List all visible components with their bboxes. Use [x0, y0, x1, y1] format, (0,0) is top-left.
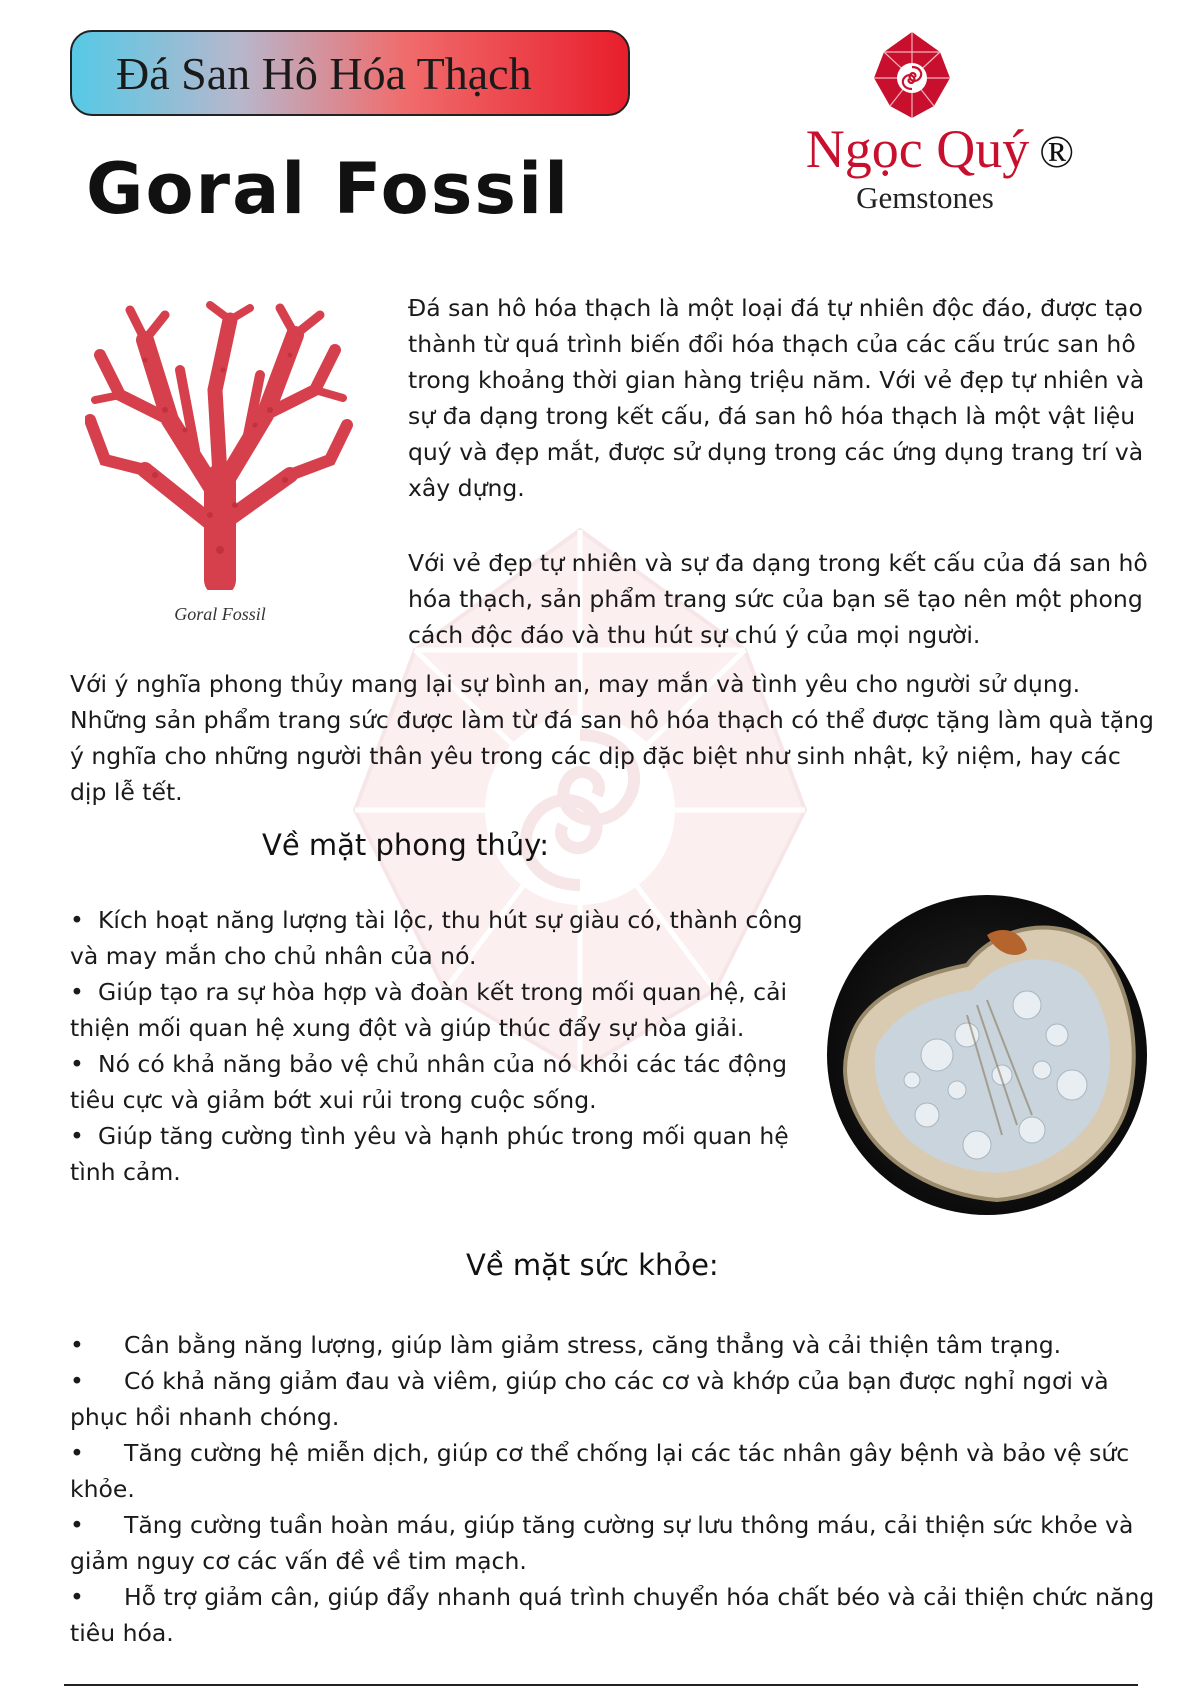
list-item — [70, 1046, 810, 1118]
feng-shui-heading: Về mặt phong thủy: — [262, 828, 549, 862]
title-banner — [70, 30, 630, 116]
list-item-text: Tăng cường tuần hoàn máu, giúp tăng cường sự lưu thông máu, cải thiện sức khỏe và giảm nguy cơ các vấn đề về tim mạch. — [70, 1511, 1134, 1575]
bottom-divider — [64, 1684, 1138, 1686]
bullet-marker: • — [70, 1367, 84, 1395]
list-item-text: Hỗ trợ giảm cân, giúp đẩy nhanh quá trình chuyển hóa chất béo và cải thiện chức năng tiêu hóa. — [70, 1583, 1155, 1647]
health-list — [70, 1327, 1160, 1651]
list-item — [70, 1363, 1160, 1435]
feng-shui-list — [70, 902, 810, 1190]
list-item-text: Giúp tạo ra sự hòa hợp và đoàn kết trong mối quan hệ, cải thiện mối quan hệ xung đột và giúp thúc đẩy sự hòa giải. — [70, 978, 788, 1042]
bullet-marker: • — [70, 978, 84, 1006]
list-item-text: Cân bằng năng lượng, giúp làm giảm stress, căng thẳng và cải thiện tâm trạng. — [124, 1331, 1062, 1359]
list-item-text: Có khả năng giảm đau và viêm, giúp cho các cơ và khớp của bạn được nghỉ ngơi và phục hồi nhanh chóng. — [70, 1367, 1109, 1431]
list-item-text: Nó có khả năng bảo vệ chủ nhân của nó khỏi các tác động tiêu cực và giảm bớt xui rủi trong cuộc sống. — [70, 1050, 788, 1114]
bullet-marker: • — [70, 1331, 84, 1359]
list-item — [70, 974, 810, 1046]
list-item — [70, 1435, 1160, 1507]
title-english: Goral Fossil — [86, 148, 571, 230]
title-vietnamese: Đá San Hô Hóa Thạch — [116, 47, 532, 99]
list-item — [70, 1327, 1160, 1363]
list-item — [70, 1118, 810, 1190]
bullet-marker: • — [70, 1122, 84, 1150]
intro-paragraph-3: Với ý nghĩa phong thủy mang lại sự bình an, may mắn và tình yêu cho người sử dụng. Những sản phẩm trang sức được làm từ đá san hô hóa thạch có thể được tặng làm quà tặng ý nghĩa cho những người thân yêu trong các dịp đặc biệt như sinh nhật, kỷ niệm, hay các dịp lễ tết. — [70, 670, 1154, 806]
brand-subtitle: Gemstones — [856, 180, 994, 215]
list-item — [70, 902, 810, 974]
list-item-text: Kích hoạt năng lượng tài lộc, thu hút sự giàu có, thành công và may mắn cho chủ nhân của nó. — [70, 906, 803, 970]
coral-caption: Goral Fossil — [174, 604, 266, 624]
bullet-marker: • — [70, 1511, 84, 1539]
intro-paragraph-2: Với vẻ đẹp tự nhiên và sự đa dạng trong kết cấu của đá san hô hóa thạch, sản phẩm trang sức của bạn sẽ tạo nên một phong cách độc đáo và thu hút sự chú ý của mọi người. — [408, 549, 1148, 649]
list-item — [70, 1579, 1160, 1651]
brand-name-text: Ngọc Quý — [805, 119, 1030, 179]
list-item — [70, 1507, 1160, 1579]
bullet-marker: • — [70, 1050, 84, 1078]
gem-logo-icon — [870, 30, 954, 120]
red-coral-image — [85, 300, 355, 590]
fossil-geode-image — [827, 895, 1147, 1215]
list-item-text: Tăng cường hệ miễn dịch, giúp cơ thể chống lại các tác nhân gây bệnh và bảo vệ sức khỏe. — [70, 1439, 1130, 1503]
brand-logo — [770, 30, 1110, 220]
bullet-marker: • — [70, 1439, 84, 1467]
bullet-marker: • — [70, 1583, 84, 1611]
list-item-text: Giúp tăng cường tình yêu và hạnh phúc trong mối quan hệ tình cảm. — [70, 1122, 789, 1186]
intro-paragraph-1: Đá san hô hóa thạch là một loại đá tự nhiên độc đáo, được tạo thành từ quá trình biến đổi hóa thạch của các cấu trúc san hô trong khoảng thời gian hàng triệu năm. Với vẻ đẹp tự nhiên và sự đa dạng trong kết cấu, đá san hô hóa thạch là một vật liệu quý và đẹp mắt, được sử dụng trong các ứng dụng trang trí và xây dựng. — [408, 294, 1145, 502]
brand-name — [770, 118, 1110, 180]
bullet-marker: • — [70, 906, 84, 934]
registered-mark: ® — [1039, 126, 1075, 177]
health-heading: Về mặt sức khỏe: — [466, 1248, 719, 1282]
